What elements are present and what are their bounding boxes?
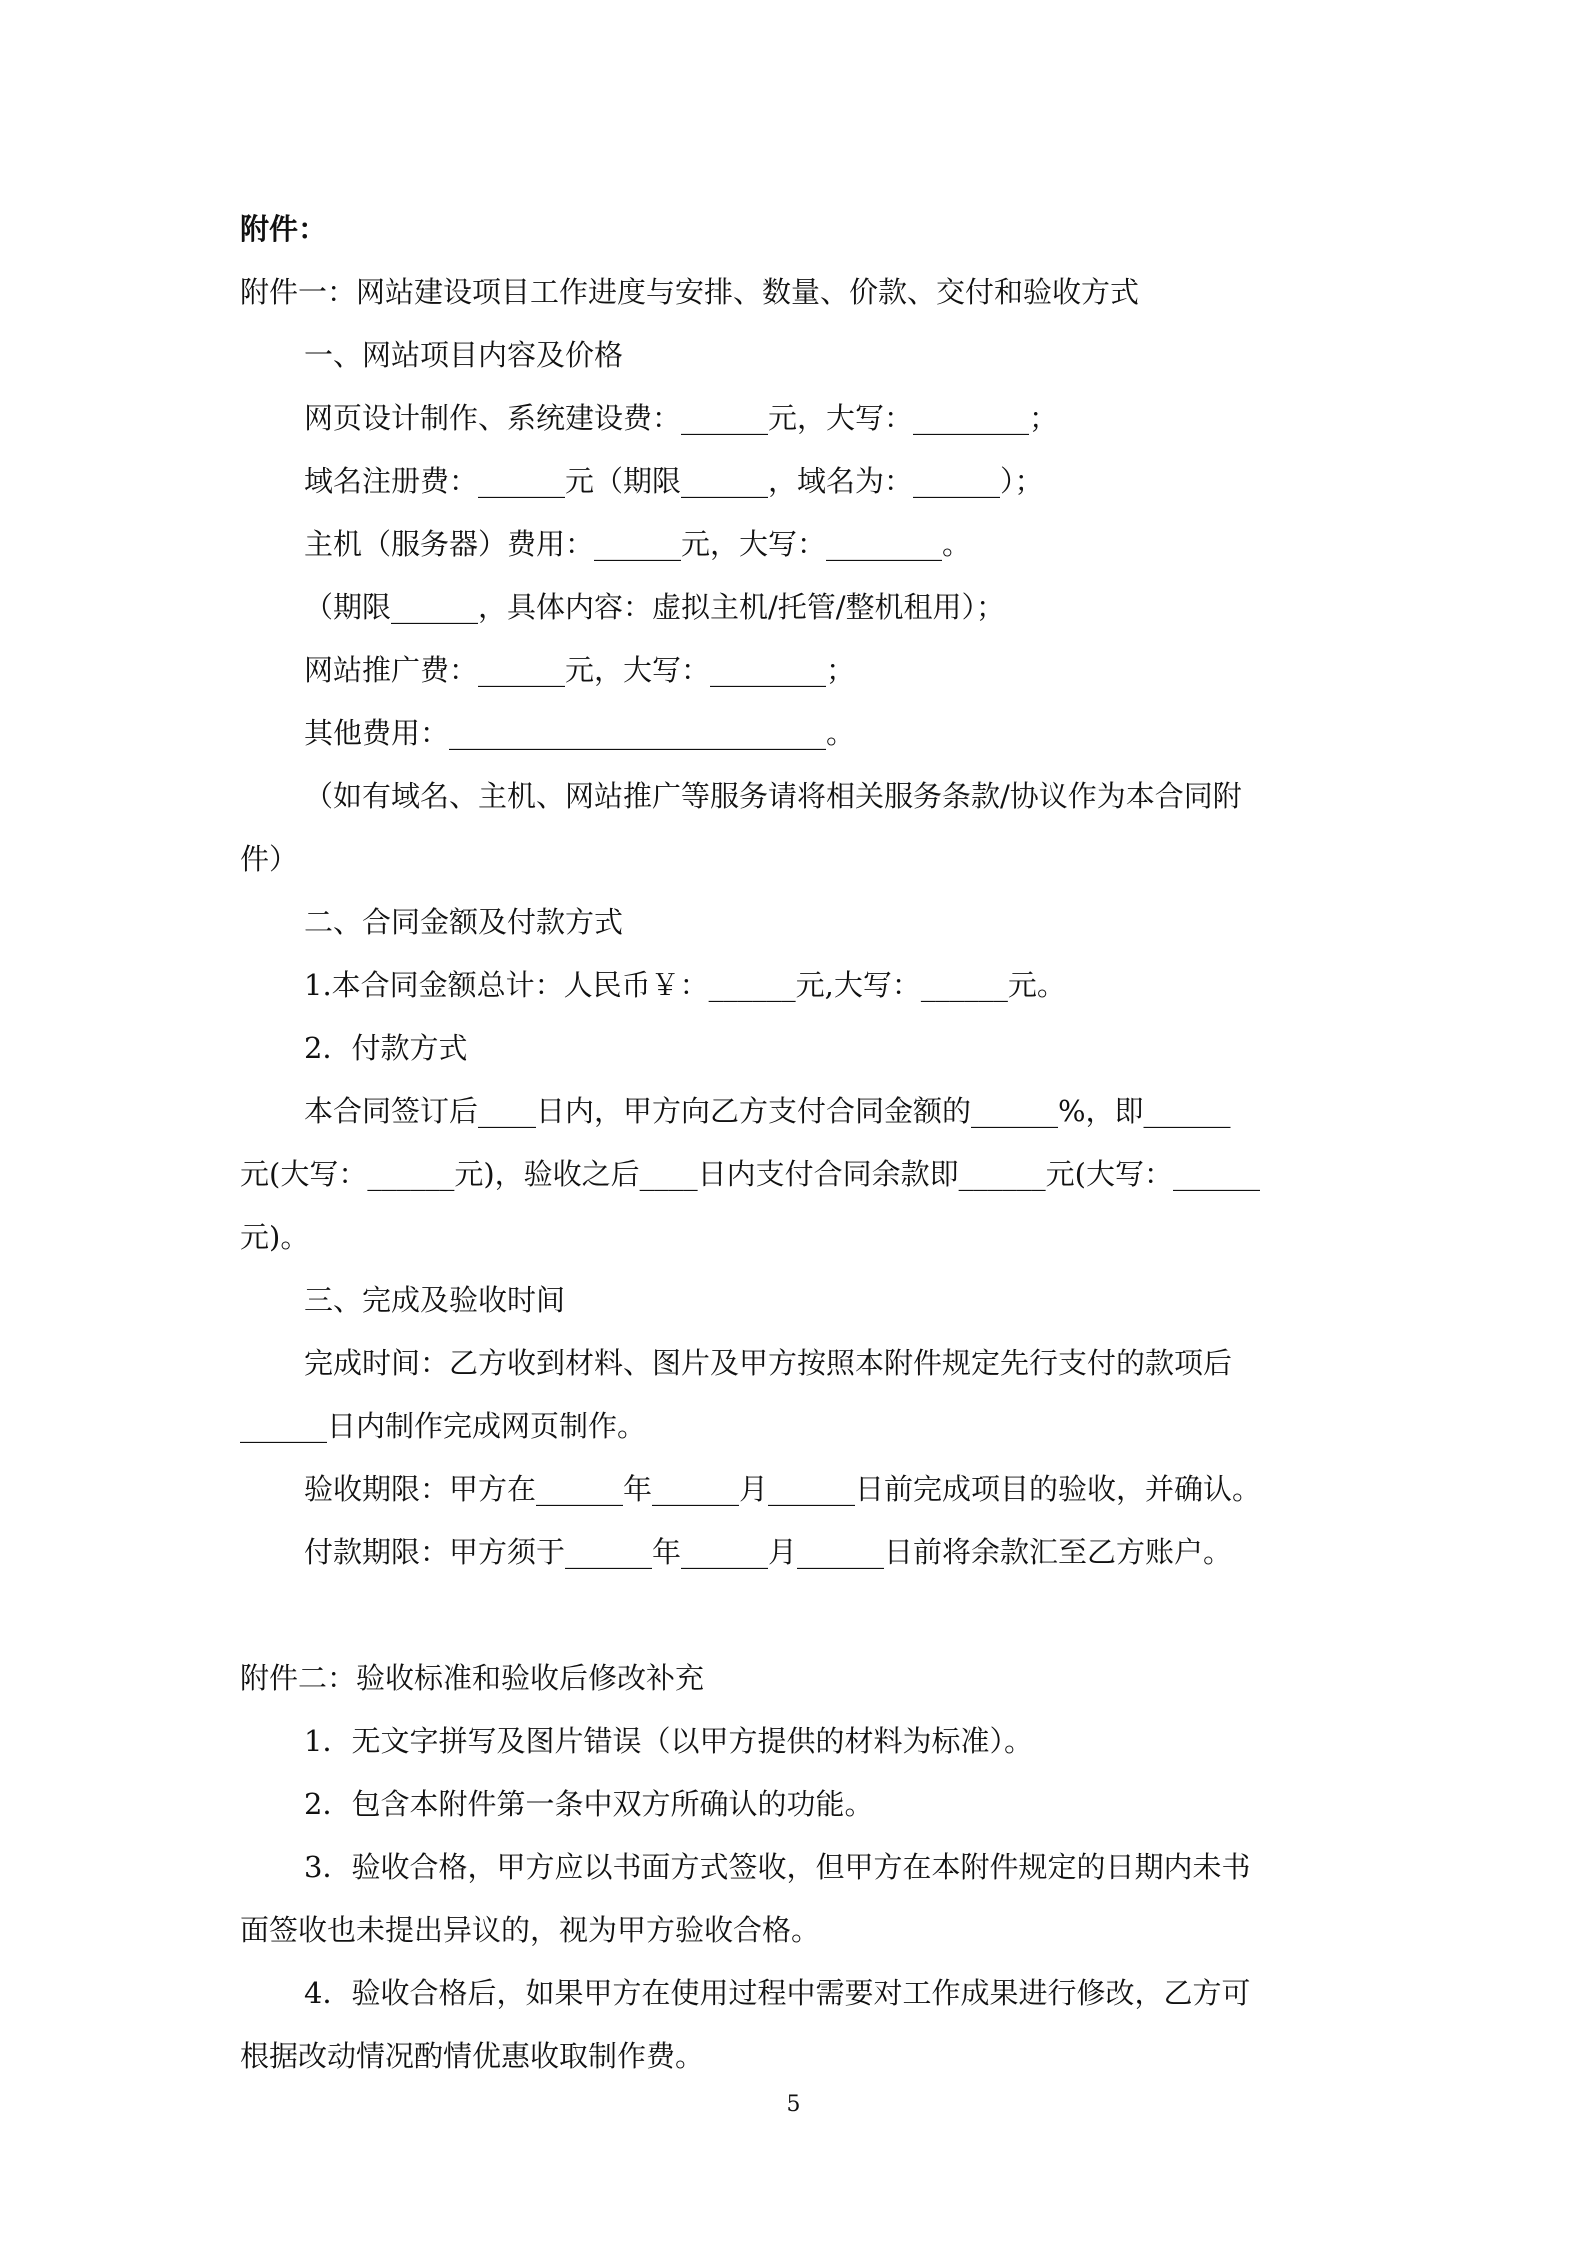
contract-total: 1.本合同金额总计：人民币￥：______元,大写：______元。 <box>304 968 1066 1002</box>
section1-note-continued: 件） <box>240 842 299 876</box>
payment-method-label: 2．付款方式 <box>304 1031 468 1065</box>
section3-title: 三、完成及验收时间 <box>304 1283 566 1317</box>
item-domain-fee: 域名注册费：______元（期限______，域名为：______）； <box>304 464 1044 498</box>
payment-terms-continued: 元(大写：______元)，验收之后____日内支付合同余款即______元(大写：______ <box>240 1157 1260 1191</box>
document-body <box>240 198 1360 2088</box>
completion-time: 完成时间：乙方收到材料、图片及甲方按照本附件规定先行支付的款项后 <box>304 1346 1233 1380</box>
item-host-fee: 主机（服务器）费用：______元，大写：________。 <box>304 527 972 561</box>
completion-time-continued: ______日内制作完成网页制作。 <box>240 1409 647 1443</box>
annex1-title: 附件一：网站建设项目工作进度与安排、数量、价款、交付和验收方式 <box>240 275 1140 309</box>
payment-deadline: 付款期限：甲方须于______年______月______日前将余款汇至乙方账户。 <box>304 1535 1233 1569</box>
acceptance-standard-2: 2．包含本附件第一条中双方所确认的功能。 <box>304 1787 874 1821</box>
item-design-fee: 网页设计制作、系统建设费：______元，大写：________； <box>304 401 1059 435</box>
page-number: 5 <box>786 2092 801 2117</box>
item-promotion-fee: 网站推广费：______元，大写：________； <box>304 653 856 687</box>
acceptance-standard-4: 4．验收合格后，如果甲方在使用过程中需要对工作成果进行修改，乙方可 <box>304 1976 1251 2010</box>
payment-terms-end: 元)。 <box>240 1220 310 1254</box>
acceptance-standard-3: 3．验收合格，甲方应以书面方式签收，但甲方在本附件规定的日期内未书 <box>304 1850 1251 1884</box>
acceptance-standard-4-continued: 根据改动情况酌情优惠收取制作费。 <box>240 2039 705 2073</box>
section2-title: 二、合同金额及付款方式 <box>304 905 624 939</box>
acceptance-standard-3-continued: 面签收也未提出异议的，视为甲方验收合格。 <box>240 1913 821 1947</box>
section1-title: 一、网站项目内容及价格 <box>304 338 624 372</box>
acceptance-standard-1: 1．无文字拼写及图片错误（以甲方提供的材料为标准）。 <box>304 1724 1033 1758</box>
annex2-title: 附件二：验收标准和验收后修改补充 <box>240 1661 705 1695</box>
attachments-heading: 附件： <box>240 212 328 246</box>
item-other-fee: 其他费用：__________________________。 <box>304 716 856 750</box>
item-host-term: （期限______，具体内容：虚拟主机/托管/整机租用）； <box>304 590 1006 624</box>
payment-terms: 本合同签订后____日内，甲方向乙方支付合同金额的______%，即______ <box>304 1094 1231 1128</box>
section1-note: （如有域名、主机、网站推广等服务请将相关服务条款/协议作为本合同附 <box>304 779 1242 813</box>
section-gap <box>240 1584 1360 1647</box>
acceptance-deadline: 验收期限：甲方在______年______月______日前完成项目的验收，并确认。 <box>304 1472 1262 1506</box>
